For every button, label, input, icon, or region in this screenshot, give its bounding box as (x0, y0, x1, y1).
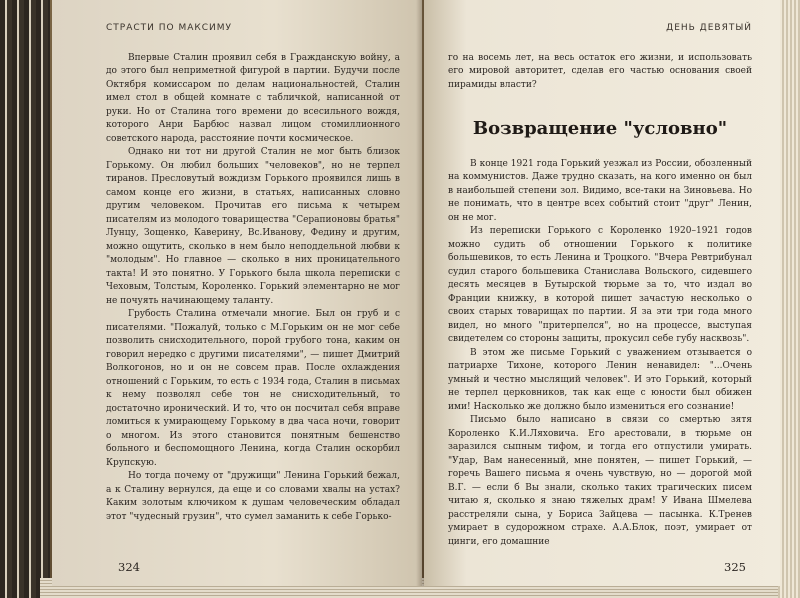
right-page (424, 0, 780, 586)
right-lead-paragraph: го на восемь лет, на весь остаток его жизни, и использовать его мировой авторитет, сделав его частью основания своей пирамиды власти? (448, 52, 752, 90)
book-fore-edge-left (0, 0, 50, 598)
left-paragraph-3: Грубость Сталина отмечали многие. Был он груб и с писателями. "Пожалуй, только с М.Горьким он не мог себе позволить снисходительного, порой грубого тона, каким он говорил нередко с другими писателями", — пишет Дмитрий Волкогонов, но и он не совсем прав. После охлаждения отношений с Горьким, то есть с 1934 года, Сталин в письмах к нему позволял себе тон не снисходительный, то достаточно иронический. И то, что он посчитал себя вправе ломиться к умирающему Горькому в два часа ночи, говорит о многом. Из этого становится понятным бешенство больного и беспомощного Ленина, когда Сталин оскорбил Крупскую. (106, 309, 400, 468)
page-number-right: 325 (724, 559, 746, 574)
left-page (52, 0, 422, 586)
running-head-right: ДЕНЬ ДЕВЯТЫЙ (666, 23, 752, 33)
right-paragraph-4: Письмо было написано в связи со смертью зятя Короленко К.И.Ляховича. Его арестовали, в тюрьме он заразился сыпным тифом, и тогда его отпустили умирать. "Удар, Вам нанесенный, мне понятен, — пишет Горький, — горечь Вашего письма я очень чувствую, но — дорогой мой В.Г. — если б Вы знали, сколько таких трагических писем читаю я, сколько я знаю тяжелых драм! У Ивана Шмелева расстреляли сына, у Бориса Зайцева — пасынка. К.Тренев умирает в судорожном страхе. А.А.Блок, поэт, умирает от цинги, его домашние (448, 415, 752, 547)
left-paragraph-4: Но тогда почему от "дружищи" Ленина Горький бежал, а к Сталину вернулся, да еще и со словами хвалы на устах? Каким золотым ключиком к душам человеческим обладал этот "чудесный грузин", что сумел заманить к себе Горько- (106, 471, 400, 522)
page-number-left: 324 (118, 559, 140, 574)
right-paragraph-1: В конце 1921 года Горький уезжал из России, обозленный на коммунистов. Даже трудно сказать, на кого именно он был в наибольшей степени зол. Видимо, все-таки на Зиновьева. Но не понимать, что в центре всех событий стоит "друг" Ленин, он не мог. (448, 158, 752, 223)
right-paragraph-3: В этом же письме Горький с уважением отзывается о патриархе Тихоне, которого Ленин ненавидел: "...Очень умный и честно мыслящий человек". И это Горький, который не терпел церковников, так как еще с юности был обижен ими! Насколько же должно было измениться его сознание! (448, 347, 752, 412)
book-fore-edge-right (778, 0, 800, 598)
left-paragraph-2: Однако ни тот ни другой Сталин не мог быть близок Горькому. Он любил больших "человеков", но не терпел тиранов. Пресловутый вождизм Горького проявился лишь в самом конце его жизни, в статьях, написанных словно другим человеком. Прочитав его письма к четырем писателям из молодого товарищества "Серапионовы братья" Лунцу, Зощенко, Каверину, Вс.Иванову, Федину и другим, можно ощутить, сколько в нем было неподдельной любви к "молодым". Но главное — сколько в них проницательного такта! И это понятно. У Горького была школа переписки с Чеховым, Толстым, Короленко. Горький элементарно не мог не почуять начинающему таланту. (106, 147, 400, 306)
chapter-title: Возвращение "условно" (472, 118, 728, 139)
running-head-left: СТРАСТИ ПО МАКСИМУ (106, 23, 233, 33)
right-paragraph-2: Из переписки Горького с Короленко 1920–1921 годов можно судить об отношении Горького к политике большевиков, то есть Ленина и Троцкого. "Вчера Ревтрибунал судил старого большевика Станислава Вольского, сидевшего десять месяцев в Бутырской тюрьме за то, что издал во Франции книжку, в которой пишет зачастую несколько о своих старых товарищах по партии. Я за эти три года много видел, но много "притерпелся", но на процессе, выступая свидетелем со стороны защиты, прокусил себе губу насквозь". (448, 226, 752, 344)
left-paragraph-1: Впервые Сталин проявил себя в Гражданскую войну, а до этого был неприметной фигурой в партии. Будучи после Октября комиссаром по делам национальностей, Сталин имел стол в общей комнате с табличкой, написанной от руки. Но от Сталина того времени до всесильного вождя, которого Анри Барбюс назвал лицом стомиллионного советского народа, расстояние почти космическое. (106, 52, 400, 144)
